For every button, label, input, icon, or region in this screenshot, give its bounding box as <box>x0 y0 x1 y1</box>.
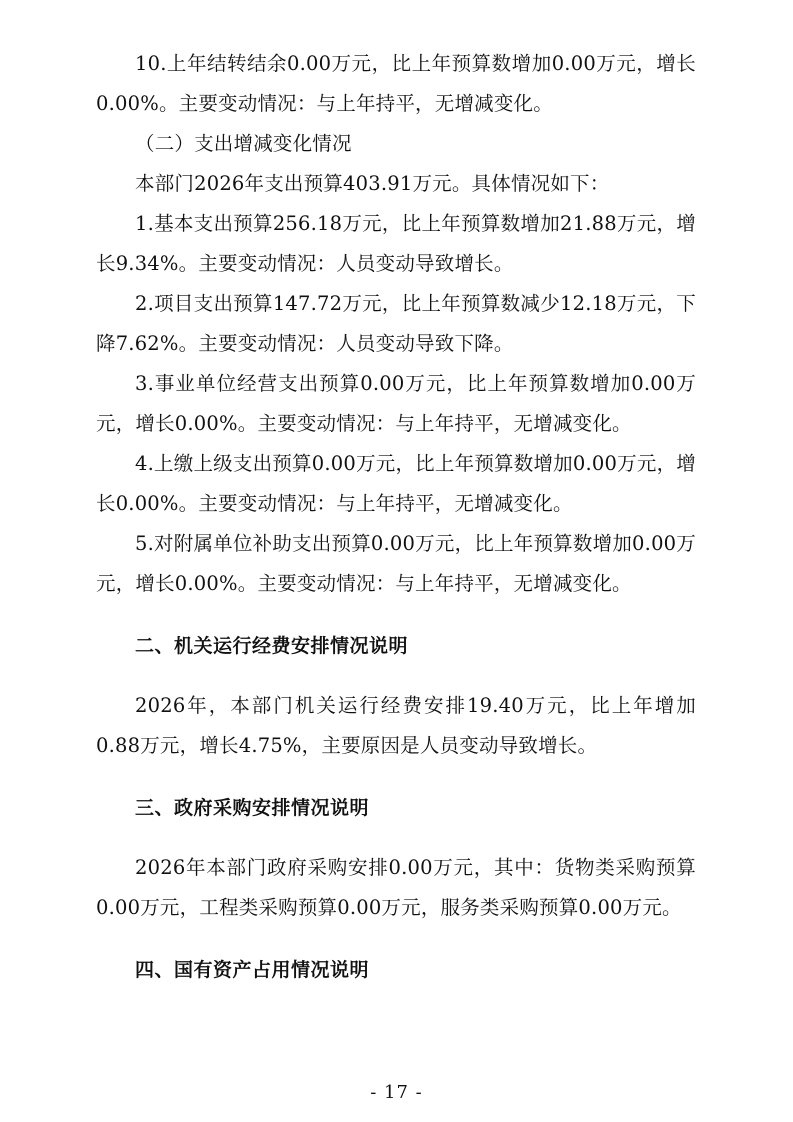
para-basic-expenditure: 1.基本支出预算256.18万元，比上年预算数增加21.88万元，增长9.34%。主要变动情况：人员变动导致增长。 <box>96 212 696 275</box>
heading-state-assets: 四、国有资产占用情况说明 <box>135 959 370 981</box>
para-operating-expenses-detail: 2026年，本部门机关运行经费安排19.40万元，比上年增加0.88万元，增长4.75%，主要原因是人员变动导致增长。 <box>96 694 696 757</box>
para-business-unit-expenditure: 3.事业单位经营支出预算0.00万元，比上年预算数增加0.00万元，增长0.00%。主要变动情况：与上年持平，无增减变化。 <box>96 372 696 435</box>
para-project-expenditure: 2.项目支出预算147.72万元，比上年预算数减少12.18万元，下降7.62%。主要变动情况：人员变动导致下降。 <box>96 292 696 355</box>
para-government-procurement-detail: 2026年本部门政府采购安排0.00万元，其中：货物类采购预算0.00万元，工程类采购预算0.00万元，服务类采购预算0.00万元。 <box>96 856 696 919</box>
page-number: - 17 - <box>370 1082 423 1103</box>
para-expenditure-total: 本部门2026年支出预算403.91万元。具体情况如下： <box>135 172 610 195</box>
heading-operating-expenses: 二、机关运行经费安排情况说明 <box>135 635 409 657</box>
para-subsidy-expenditure: 5.对附属单位补助支出预算0.00万元，比上年预算数增加0.00万元，增长0.00%。主要变动情况：与上年持平，无增减变化。 <box>96 532 696 595</box>
para-upper-level-expenditure: 4.上缴上级支出预算0.00万元，比上年预算数增加0.00万元，增长0.00%。主要变动情况：与上年持平，无增减变化。 <box>96 452 696 515</box>
document-body <box>96 44 696 996</box>
para-section-two-title: （二）支出增减变化情况 <box>135 132 352 155</box>
para-carryover-balance: 10.上年结转结余0.00万元，比上年预算数增加0.00万元，增长0.00%。主要变动情况：与上年持平，无增减变化。 <box>96 52 696 115</box>
heading-government-procurement: 三、政府采购安排情况说明 <box>135 797 370 819</box>
